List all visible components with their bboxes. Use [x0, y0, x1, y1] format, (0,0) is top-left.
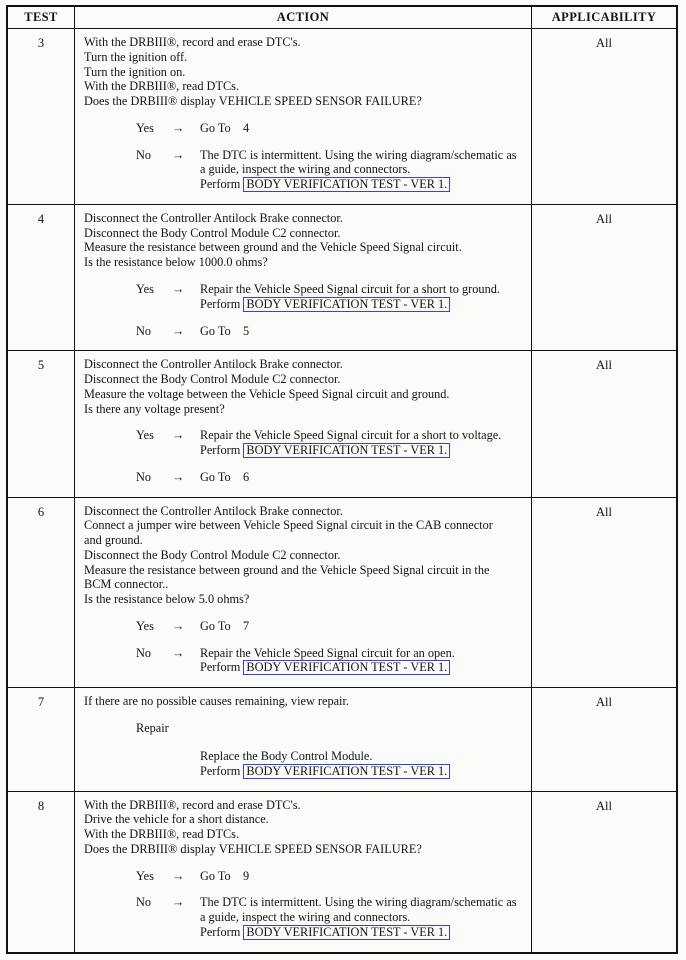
branch-row	[84, 895, 525, 939]
perform-line: Perform BODY VERIFICATION TEST - VER 1.	[200, 660, 525, 675]
branch-label-spacer	[136, 749, 172, 779]
action-line: Disconnect the Controller Antilock Brake connector.	[84, 357, 343, 372]
branch-label: Yes	[136, 618, 154, 633]
branch-line: Go To 5	[200, 323, 250, 338]
applicability-cell: All	[532, 497, 678, 688]
test-number-cell: 4	[7, 204, 75, 350]
branch-text	[200, 646, 525, 676]
branch-line: a guide, inspect the wiring and connectors.	[200, 910, 411, 925]
branch-text	[200, 895, 525, 939]
branch-label: No	[136, 147, 152, 162]
branch-text	[200, 148, 525, 192]
perform-line: Perform BODY VERIFICATION TEST - VER 1.	[200, 764, 525, 779]
table-row	[7, 351, 677, 497]
verification-test-link[interactable]: BODY VERIFICATION TEST - VER 1.	[243, 443, 450, 458]
perform-line: Perform BODY VERIFICATION TEST - VER 1.	[200, 443, 525, 458]
branch-line: Repair the Vehicle Speed Signal circuit for a short to ground.	[200, 281, 500, 296]
test-number-cell: 6	[7, 497, 75, 688]
action-line: With the DRBIII®, record and erase DTC's.	[84, 797, 301, 812]
header-test: TEST	[7, 6, 75, 29]
action-line: Turn the ignition off.	[84, 49, 188, 64]
arrow-right-icon: →	[172, 618, 185, 633]
applicability-cell: All	[532, 791, 678, 953]
branch-line: Repair the Vehicle Speed Signal circuit for a short to voltage.	[200, 428, 502, 443]
action-line: Does the DRBIII® display VEHICLE SPEED SENSOR FAILURE?	[84, 841, 422, 856]
branch-row	[84, 324, 525, 339]
action-line: If there are no possible causes remaining, view repair.	[84, 694, 349, 709]
arrow-right-icon: →	[172, 281, 185, 296]
branch-text	[200, 869, 525, 884]
arrow-right-icon: →	[172, 147, 185, 162]
action-line: Disconnect the Body Control Module C2 connector.	[84, 372, 341, 387]
test-number-cell: 5	[7, 351, 75, 497]
branch-label: No	[136, 645, 152, 660]
branch-label: No	[136, 323, 152, 338]
action-line: Turn the ignition on.	[84, 64, 186, 79]
action-line: Measure the voltage between the Vehicle Speed Signal circuit and ground.	[84, 386, 450, 401]
action-line: and ground.	[84, 533, 143, 548]
action-line: With the DRBIII®, read DTCs.	[84, 827, 240, 842]
branch-label: Yes	[136, 868, 154, 883]
arrow-right-icon: →	[172, 868, 185, 883]
branch-text	[200, 721, 525, 736]
branch-line: Repair the Vehicle Speed Signal circuit for an open.	[200, 645, 455, 660]
action-line: With the DRBIII®, record and erase DTC's.	[84, 35, 301, 49]
branch-text	[200, 324, 525, 339]
branch-line: The DTC is intermittent. Using the wiring diagram/schematic as	[200, 147, 517, 162]
branch-row	[84, 148, 525, 192]
action-line: BCM connector..	[84, 577, 169, 592]
table-row	[7, 29, 677, 205]
verification-test-link[interactable]: BODY VERIFICATION TEST - VER 1.	[243, 764, 450, 779]
branch-line: Replace the Body Control Module.	[200, 748, 373, 763]
action-line: Disconnect the Controller Antilock Brake connector.	[84, 503, 343, 518]
arrow-right-icon: →	[172, 323, 185, 338]
action-line: With the DRBIII®, read DTCs.	[84, 79, 240, 94]
branch-label: No	[136, 895, 152, 910]
branch-line: a guide, inspect the wiring and connectors.	[200, 162, 411, 177]
branch-label: No	[136, 469, 152, 484]
arrow-right-icon: →	[172, 469, 185, 484]
action-cell	[75, 204, 532, 350]
branch-text-block	[84, 749, 525, 779]
action-line: Measure the resistance between ground and the Vehicle Speed Signal circuit in the	[84, 562, 490, 577]
branch-row	[84, 646, 525, 676]
perform-line: Perform BODY VERIFICATION TEST - VER 1.	[200, 925, 525, 940]
test-number-cell: 7	[7, 688, 75, 791]
branch-row	[84, 869, 525, 884]
action-line: Disconnect the Body Control Module C2 connector.	[84, 547, 341, 562]
applicability-cell: All	[532, 204, 678, 350]
header-applicability: APPLICABILITY	[532, 6, 678, 29]
header-row	[7, 6, 677, 29]
arrow-right-icon: →	[172, 645, 185, 660]
branch-line: The DTC is intermittent. Using the wiring diagram/schematic as	[200, 895, 517, 910]
branch-label: Yes	[136, 120, 154, 135]
branch-label: Repair	[136, 721, 169, 736]
applicability-cell: All	[532, 351, 678, 497]
branch-row	[84, 619, 525, 634]
arrow-right-icon: →	[172, 120, 185, 135]
verification-test-link[interactable]: BODY VERIFICATION TEST - VER 1.	[243, 660, 450, 675]
branch-line: Go To 9	[200, 868, 250, 883]
action-line: Drive the vehicle for a short distance.	[84, 812, 269, 827]
verification-test-link[interactable]: BODY VERIFICATION TEST - VER 1.	[243, 297, 450, 312]
branch-row	[84, 428, 525, 458]
table-row	[7, 791, 677, 953]
action-line: Is the resistance below 1000.0 ohms?	[84, 255, 268, 270]
test-number-cell: 3	[7, 29, 75, 205]
branch-line: Go To 4	[200, 120, 250, 135]
action-line: Does the DRBIII® display VEHICLE SPEED SENSOR FAILURE?	[84, 94, 422, 108]
table-row	[7, 688, 677, 791]
action-cell	[75, 497, 532, 688]
applicability-cell: All	[532, 29, 678, 205]
arrow-right-icon: →	[172, 895, 185, 910]
action-cell	[75, 791, 532, 953]
branch-text	[200, 121, 525, 136]
action-cell	[75, 351, 532, 497]
branch-text	[200, 428, 525, 458]
branch-text	[200, 282, 525, 312]
verification-test-link[interactable]: BODY VERIFICATION TEST - VER 1.	[243, 925, 450, 940]
branch-label: Yes	[136, 281, 154, 296]
action-cell	[75, 29, 532, 205]
verification-test-link[interactable]: BODY VERIFICATION TEST - VER 1.	[243, 177, 450, 192]
perform-line: Perform BODY VERIFICATION TEST - VER 1.	[200, 177, 525, 192]
action-line: Disconnect the Body Control Module C2 connector.	[84, 225, 341, 240]
action-line: Is the resistance below 5.0 ohms?	[84, 592, 250, 607]
action-line: Connect a jumper wire between Vehicle Speed Signal circuit in the CAB connector	[84, 518, 493, 533]
branch-row	[84, 282, 525, 312]
diagnostic-test-table	[6, 5, 678, 954]
test-table-body	[7, 29, 677, 953]
branch-row	[84, 121, 525, 136]
applicability-cell: All	[532, 688, 678, 791]
action-line: Disconnect the Controller Antilock Brake connector.	[84, 210, 343, 225]
action-line: Measure the resistance between ground and the Vehicle Speed Signal circuit.	[84, 240, 462, 255]
table-row	[7, 204, 677, 350]
table-header	[7, 6, 677, 29]
arrow-right-icon: →	[172, 428, 185, 443]
branch-line: Go To 6	[200, 469, 250, 484]
header-action: ACTION	[75, 6, 532, 29]
branch-line: Go To 7	[200, 618, 250, 633]
table-row	[7, 497, 677, 688]
branch-text	[200, 619, 525, 634]
arrow-spacer	[172, 749, 200, 779]
action-line: Is there any voltage present?	[84, 401, 225, 416]
branch-label: Yes	[136, 428, 154, 443]
arrow-right-icon	[172, 721, 200, 736]
branch-text	[200, 470, 525, 485]
action-cell	[75, 688, 532, 791]
branch-row	[84, 470, 525, 485]
branch-text	[200, 749, 525, 779]
branch-row	[84, 721, 525, 736]
perform-line: Perform BODY VERIFICATION TEST - VER 1.	[200, 297, 525, 312]
test-number-cell: 8	[7, 791, 75, 953]
